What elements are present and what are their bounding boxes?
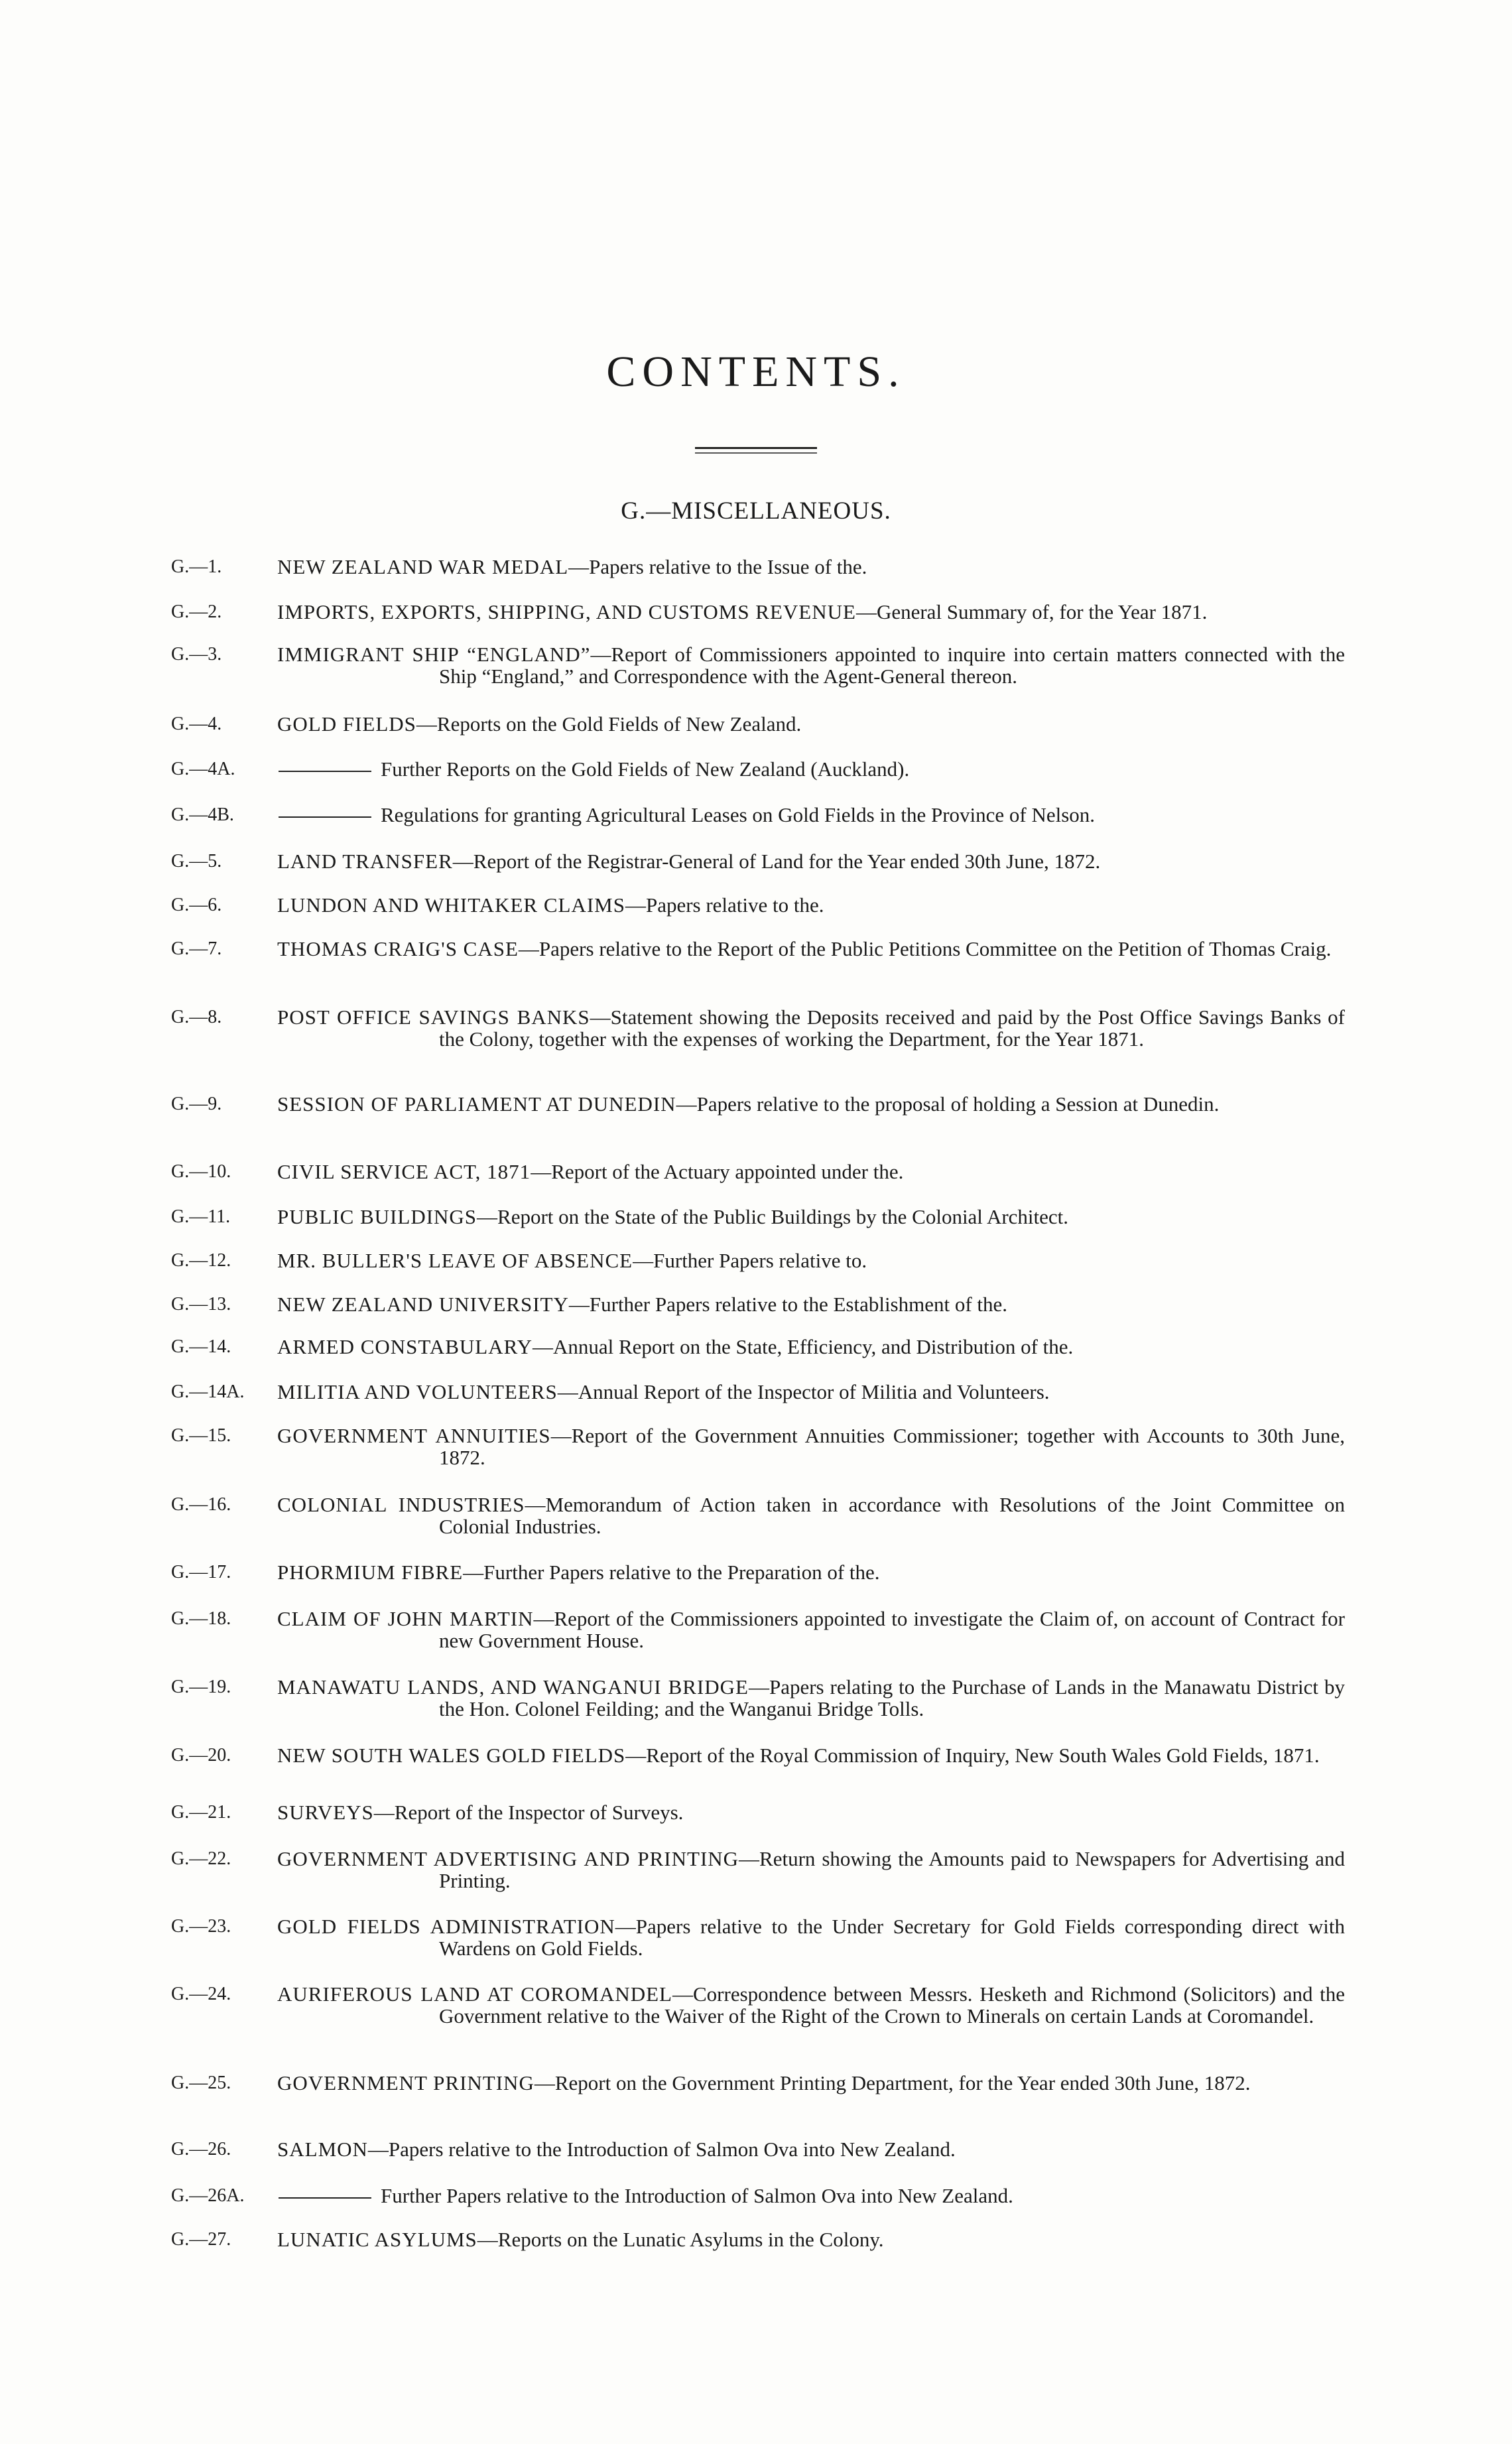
- entry-text: [277, 1561, 1345, 1583]
- contents-entry: [171, 2138, 1345, 2160]
- entry-description: —Reports on the Lunatic Asylums in the Colony.: [477, 2228, 884, 2251]
- entry-text: [277, 1006, 1345, 1050]
- entry-number: G.—21.: [171, 1802, 231, 1823]
- contents-entry: [171, 1425, 1345, 1468]
- entry-number: G.—23.: [171, 1916, 231, 1937]
- entry-text: [277, 1744, 1345, 1766]
- entry-subject: IMPORTS, EXPORTS, SHIPPING, AND CUSTOMS REVENUE: [277, 600, 856, 623]
- contents-entry: [171, 894, 1345, 916]
- entry-number: G.—17.: [171, 1562, 231, 1582]
- section-heading: G.—MISCELLANEOUS.: [621, 497, 891, 525]
- contents-entry: [171, 1676, 1345, 1720]
- entry-description: Regulations for granting Agricultural Leases on Gold Fields in the Province of Nelson.: [381, 803, 1096, 826]
- entry-number: G.—7.: [171, 938, 222, 959]
- entry-text: [277, 643, 1345, 687]
- entry-text: [277, 2185, 1345, 2207]
- entry-subject: GOVERNMENT ADVERTISING AND PRINTING: [277, 1847, 739, 1870]
- entry-text: [277, 804, 1345, 826]
- entry-text: [277, 1983, 1345, 2027]
- entry-subject: PHORMIUM FIBRE: [277, 1561, 464, 1584]
- entry-description: —Report on the State of the Public Buildings by the Colonial Architect.: [477, 1205, 1069, 1228]
- entry-subject: GOLD FIELDS: [277, 712, 416, 736]
- entry-text: [277, 1608, 1345, 1651]
- entry-description: —Further Papers relative to the Establishment of the.: [568, 1293, 1008, 1316]
- entry-subject: NEW SOUTH WALES GOLD FIELDS: [277, 1744, 626, 1767]
- entry-text: [277, 1676, 1345, 1720]
- contents-entry: [171, 758, 1345, 780]
- entry-subject: LAND TRANSFER: [277, 850, 453, 873]
- entry-text: [277, 601, 1345, 623]
- entry-text: [277, 2138, 1345, 2160]
- entry-subject: THOMAS CRAIG'S CASE: [277, 937, 519, 960]
- entry-text: [277, 1801, 1345, 1823]
- entry-description: —Report of the Royal Commission of Inquiry, New South Wales Gold Fields, 1871.: [625, 1744, 1320, 1767]
- contents-entry: [171, 1336, 1345, 1358]
- entry-description: —Papers relative to the Under Secretary for Gold Fields corresponding direct with Wardens on Gold Fields.: [439, 1915, 1345, 1960]
- contents-entry: [171, 1494, 1345, 1537]
- entry-number: G.—14.: [171, 1336, 231, 1357]
- contents-entry: [171, 1915, 1345, 1959]
- entry-description: —Papers relative to the.: [625, 893, 824, 917]
- entry-number: G.—15.: [171, 1425, 231, 1446]
- entry-subject: COLONIAL INDUSTRIES: [277, 1493, 525, 1516]
- entry-text: [277, 938, 1345, 960]
- entry-text: [277, 1206, 1345, 1228]
- entry-description: Further Papers relative to the Introduction of Salmon Ova into New Zealand.: [381, 2184, 1013, 2207]
- entry-description: —Report of the Government Annuities Commissioner; together with Accounts to 30th June, 1872.: [439, 1424, 1345, 1469]
- entry-description: —Papers relating to the Purchase of Lands in the Manawatu District by the Hon. Colonel Feilding; and the Wanganui Bridge Tolls.: [439, 1675, 1345, 1720]
- entry-subject: IMMIGRANT SHIP “ENGLAND”: [277, 643, 591, 666]
- entry-number: G.—8.: [171, 1007, 222, 1027]
- contents-entry: [171, 1206, 1345, 1228]
- entry-number: G.—26A.: [171, 2185, 245, 2206]
- entry-description: —Further Papers relative to.: [633, 1249, 867, 1272]
- entry-subject: MANAWATU LANDS, AND WANGANUI BRIDGE: [277, 1675, 749, 1699]
- entry-subject: GOVERNMENT PRINTING: [277, 2071, 535, 2094]
- entry-text: [277, 894, 1345, 916]
- entry-subject: POST OFFICE SAVINGS BANKS: [277, 1005, 590, 1029]
- contents-entry: [171, 1983, 1345, 2027]
- entry-text: [277, 2072, 1345, 2094]
- entry-text: [277, 1250, 1345, 1271]
- entry-number: G.—3.: [171, 644, 222, 665]
- contents-entry: [171, 850, 1345, 872]
- contents-entry: [171, 2185, 1345, 2207]
- entry-subject: LUNATIC ASYLUMS: [277, 2228, 477, 2251]
- contents-entry: [171, 804, 1345, 826]
- entry-text: [277, 1494, 1345, 1537]
- entry-description: —Report of the Actuary appointed under the.: [531, 1160, 904, 1183]
- entry-text: [277, 1293, 1345, 1315]
- entry-subject: PUBLIC BUILDINGS: [277, 1205, 477, 1228]
- entry-number: G.—4B.: [171, 804, 234, 825]
- contents-entry: [171, 1561, 1345, 1583]
- entry-description: —Correspondence between Messrs. Hesketh and Richmond (Solicitors) and the Government relative to the Waiver of the Right of the Crown to Minerals on certain Lands at Coromandel.: [439, 1982, 1345, 2027]
- entry-text: [277, 1915, 1345, 1959]
- entry-subject: CIVIL SERVICE ACT, 1871: [277, 1160, 531, 1183]
- entry-subject: LUNDON AND WHITAKER CLAIMS: [277, 893, 625, 917]
- entry-number: G.—25.: [171, 2073, 231, 2093]
- entry-number: G.—10.: [171, 1161, 231, 1182]
- entry-text: [277, 556, 1345, 578]
- entry-description: —Papers relative to the proposal of holding a Session at Dunedin.: [676, 1092, 1220, 1116]
- entry-subject: NEW ZEALAND UNIVERSITY: [277, 1293, 569, 1316]
- entry-subject: MILITIA AND VOLUNTEERS: [277, 1380, 558, 1403]
- entry-description: —Reports on the Gold Fields of New Zealand.: [416, 712, 802, 736]
- entry-description: —Report of the Registrar-General of Land for the Year ended 30th June, 1872.: [452, 850, 1101, 873]
- entry-text: [277, 2228, 1345, 2250]
- entry-number: G.—27.: [171, 2229, 231, 2250]
- entry-number: G.—9.: [171, 1094, 222, 1114]
- entry-description: —Return showing the Amounts paid to Newspapers for Advertising and Printing.: [439, 1847, 1345, 1892]
- entry-description: —Memorandum of Action taken in accordance with Resolutions of the Joint Committee on Colonial Industries.: [439, 1493, 1346, 1538]
- contents-entry: [171, 601, 1345, 623]
- entry-number: G.—1.: [171, 556, 222, 577]
- entry-text: [277, 713, 1345, 735]
- entry-description: —Statement showing the Deposits received and paid by the Post Office Savings Banks of the Colony, together with the expenses of working the Department, for the Year 1871.: [439, 1005, 1345, 1051]
- entry-text: [277, 1161, 1345, 1183]
- entry-text: [277, 850, 1345, 872]
- entry-description: —Papers relative to the Introduction of Salmon Ova into New Zealand.: [367, 2138, 956, 2161]
- entry-number: G.—6.: [171, 895, 222, 915]
- entry-number: G.—2.: [171, 602, 222, 622]
- ditto-dash: [279, 2197, 371, 2199]
- entry-number: G.—11.: [171, 1206, 231, 1227]
- contents-entry: [171, 713, 1345, 735]
- contents-entry: [171, 1006, 1345, 1050]
- entry-number: G.—19.: [171, 1677, 231, 1697]
- entry-description: —Papers relative to the Issue of the.: [568, 555, 867, 578]
- entry-number: G.—4.: [171, 714, 222, 734]
- entry-subject: SURVEYS: [277, 1801, 374, 1824]
- entry-description: —Report of the Commissioners appointed to investigate the Claim of, on account of Contract for new Government House.: [439, 1607, 1346, 1652]
- entry-subject: NEW ZEALAND WAR MEDAL: [277, 555, 569, 578]
- entry-subject: SALMON: [277, 2138, 368, 2161]
- ditto-dash: [279, 771, 371, 772]
- entry-subject: AURIFEROUS LAND AT COROMANDEL: [277, 1982, 672, 2006]
- entry-subject: ARMED CONSTABULARY: [277, 1335, 533, 1358]
- entry-number: G.—4A.: [171, 759, 235, 779]
- entry-text: [277, 1093, 1345, 1115]
- entry-number: G.—16.: [171, 1494, 231, 1515]
- contents-entry: [171, 556, 1345, 578]
- contents-entry: [171, 643, 1345, 687]
- contents-entry: [171, 1381, 1345, 1403]
- contents-entry: [171, 2072, 1345, 2094]
- contents-entry: [171, 1848, 1345, 1892]
- entry-number: G.—26.: [171, 2139, 231, 2159]
- entry-subject: GOVERNMENT ANNUITIES: [277, 1424, 551, 1447]
- contents-entry: [171, 1293, 1345, 1315]
- entry-description: —Report of the Inspector of Surveys.: [373, 1801, 684, 1824]
- entry-description: Further Reports on the Gold Fields of New Zealand (Auckland).: [381, 757, 910, 781]
- entry-number: G.—24.: [171, 1984, 231, 2004]
- page-title: CONTENTS.: [606, 348, 906, 396]
- entry-description: —Report on the Government Printing Department, for the Year ended 30th June, 1872.: [534, 2071, 1251, 2094]
- entry-description: —General Summary of, for the Year 1871.: [855, 600, 1208, 623]
- entry-description: —Annual Report of the Inspector of Militia and Volunteers.: [557, 1380, 1050, 1403]
- entry-number: G.—20.: [171, 1745, 231, 1766]
- entry-subject: GOLD FIELDS ADMINISTRATION: [277, 1915, 615, 1938]
- entry-description: —Papers relative to the Report of the Public Petitions Committee on the Petition of Thomas Craig.: [518, 937, 1332, 960]
- contents-entry: [171, 938, 1345, 960]
- ditto-dash: [279, 816, 371, 818]
- entry-number: G.—18.: [171, 1608, 231, 1629]
- contents-entry: [171, 2228, 1345, 2250]
- entry-text: [277, 758, 1345, 780]
- entry-text: [277, 1425, 1345, 1468]
- entry-text: [277, 1336, 1345, 1358]
- entry-number: G.—14A.: [171, 1382, 245, 1402]
- entry-number: G.—22.: [171, 1848, 231, 1869]
- contents-entry: [171, 1801, 1345, 1823]
- entry-text: [277, 1381, 1345, 1403]
- entry-subject: CLAIM OF JOHN MARTIN: [277, 1607, 534, 1630]
- entry-number: G.—12.: [171, 1250, 231, 1271]
- contents-entry: [171, 1608, 1345, 1651]
- entry-subject: SESSION OF PARLIAMENT AT DUNEDIN: [277, 1092, 676, 1116]
- entry-description: —Annual Report on the State, Efficiency, and Distribution of the.: [532, 1335, 1074, 1358]
- contents-entry: [171, 1093, 1345, 1115]
- entry-number: G.—13.: [171, 1294, 231, 1315]
- entry-description: —Report of Commissioners appointed to inquire into certain matters connected with the Ship “England,” and Correspondence with the Agent-General thereon.: [439, 643, 1346, 688]
- contents-entry: [171, 1161, 1345, 1183]
- entry-text: [277, 1848, 1345, 1892]
- entry-subject: MR. BULLER'S LEAVE OF ABSENCE: [277, 1249, 633, 1272]
- contents-entry: [171, 1744, 1345, 1766]
- entry-number: G.—5.: [171, 851, 222, 871]
- contents-entry: [171, 1250, 1345, 1271]
- entry-description: —Further Papers relative to the Preparation of the.: [463, 1561, 880, 1584]
